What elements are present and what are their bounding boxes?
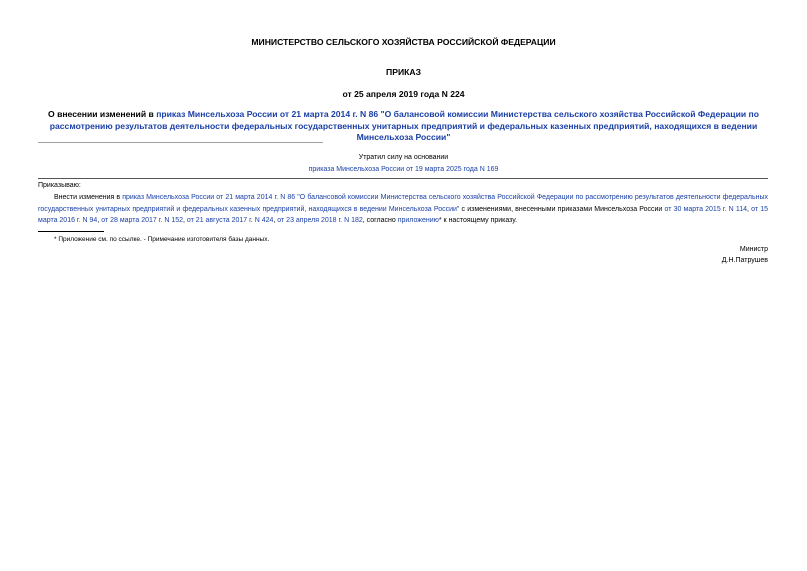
date-number: от 25 апреля 2019 года N 224 [342,89,465,99]
doc-type: ПРИКАЗ [386,67,421,77]
divider [38,142,323,143]
subject-prefix: О внесении изменений в [48,109,157,119]
appendix-link[interactable]: приложению [397,217,439,224]
text-fragment: * к настоящему приказу. [438,217,518,224]
subject-heading [36,109,771,144]
text-fragment: , согласно [362,217,398,224]
text-fragment: , [97,217,102,224]
text-fragment: с изменениями, внесенными приказами Минсельхоза России [459,205,665,213]
signature-position: Министр [739,246,768,253]
order-152-link[interactable]: от 28 марта 2017 г. N 152 [101,217,184,224]
text-fragment: Внести изменения в [54,194,123,201]
ministry-title: МИНИСТЕРСТВО СЕЛЬСКОГО ХОЗЯЙСТВА РОССИЙСКОЙ ФЕДЕРАЦИИ [251,37,556,47]
ordering-label: Приказываю: [38,182,81,189]
order-424-link[interactable]: от 21 августа 2017 г. N 424 [186,217,274,224]
order-114-link[interactable]: от 30 марта 2015 г. N 114 [664,205,748,213]
lost-force-text: Утратил силу на основании [358,154,449,161]
order-94-link[interactable]: от 15 марта 2016 г. N 94 [38,205,769,224]
lost-force-line [0,166,807,173]
text-fragment: , [183,217,187,224]
text-fragment: , [273,217,278,224]
order-86-link[interactable]: приказ Минсельхоза России от 21 марта 2014 г. N 86 "О балансовой комиссии Министерства сельского хозяйства Российской Федерации по рассмотрению результатов деятельности федеральных государственных унитарных предприятий и федеральных казенных предприятий, находящихся в ведении Минсельхоза России" [38,194,769,213]
footnote: * Приложение см. по ссылке. - Примечание изготовителя базы данных. [54,236,270,243]
subject-link[interactable]: приказ Минсельхоза России от 21 марта 2014 г. N 86 "О балансовой комиссии Министерства сельского хозяйства Российской Федерации по рассмотрению результатов деятельности федеральных государственных унитарных предприятий и федеральных казенных предприятий, находящихся в ведении Минсельхоза России" [49,109,759,142]
order-182-link[interactable]: от 23 апреля 2018 г. N 182 [277,217,363,224]
signature-name: Д.Н.Патрушев [721,257,768,264]
text-fragment: , [747,205,752,213]
footnote-rule [38,231,104,232]
lost-force-link[interactable]: приказа Минсельхоза России от 19 марта 2025 года N 169 [308,166,499,173]
divider [38,178,768,179]
body-paragraph [38,192,768,227]
